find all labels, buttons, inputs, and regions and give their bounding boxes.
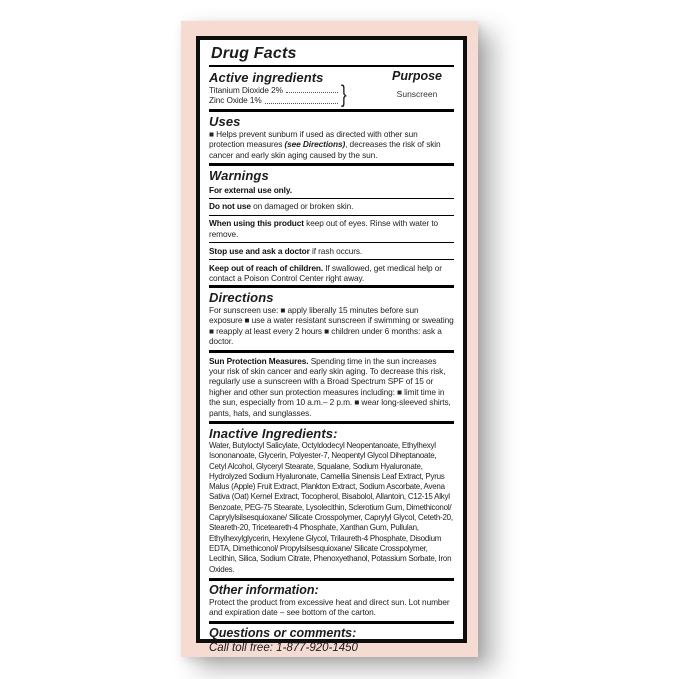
active-ingredient-row (209, 85, 341, 95)
warning-item: Do not use on damaged or broken skin. (209, 198, 454, 213)
warning-item: For external use only. (209, 184, 292, 195)
brace-glyph: } (341, 81, 347, 109)
dotted-leader (286, 91, 338, 93)
purpose-heading: Purpose (391, 69, 442, 83)
ingredient-name: Titanium Dioxide 2% (209, 85, 283, 95)
uses-section (209, 109, 454, 163)
inactive-ingredients-text: Water, Butyloctyl Salicylate, Octyldodecyl Neopentanoate, Ethylhexyl Isononanoate, Glycerin, Polyester-7, Neopentyl Glycol Diheptanoate, Cetyl Alcohol, Glyceryl Stearate, Squalane, Sodium Hyaluronate, Hydrolyzed Sodium Hyaluronate, Camellia Sinensis Leaf Extract, Pyrus Malus (Apple) Fruit Extract, Plankton Extract, Sodium Ascorbate, Avena Sativa (Oat) Kernel Extract, Tocopherol, Bisabolol, Allantoin, C12-15 Alkyl Benzoate, PEG-75 Stearate, Lysolecithin, Sclerotium Gum, Dimethiconol/ Caprylylsilsesquioxane/ Silicate Crosspolymer, Caprylyl Glycol, Ceteth-20, Steareth-20, Triceteareth-4 Phosphate, Xanthan Gum, Pullulan, Ethylhexylglycerin, Hexylene Glycol, Trilaureth-4 Phosphate, Disodium EDTA, Dimethiconol/ Propylsilsesquioxane/ Silicate Crosspolymer, Lecithin, Silica, Sodium Citrate, Phenoxyethanol, Potassium Sorbate, Iron Oxides. (209, 440, 453, 574)
warning-item: Stop use and ask a doctor if rash occurs. (209, 242, 454, 257)
active-ingredients-heading: Active ingredients (209, 70, 324, 85)
sun-protection-lead: Sun Protection Measures. (209, 355, 309, 366)
sun-protection-section (209, 350, 454, 421)
see-directions-reference: (see Directions) (284, 139, 346, 150)
other-information-text: Protect the product from excessive heat and direct sun. Lot number and expiration date – see bottom of the carton. (209, 596, 450, 618)
other-information-heading: Other information: (209, 582, 319, 597)
questions-heading: Questions or comments: (209, 625, 357, 640)
directions-text: For sunscreen use: ■ apply liberally 15 minutes before sun exposure ■ use a water resistant sunscreen if swimming or sweating ■ reapply at least every 2 hours ■ children under 6 months: ask a doctor. (209, 304, 454, 347)
directions-heading: Directions (209, 289, 274, 305)
uses-heading: Uses (209, 113, 241, 129)
warning-item: When using this product keep out of eyes. Rinse with water to remove. (209, 215, 454, 241)
warnings-heading: Warnings (209, 168, 269, 184)
purpose-value: Sunscreen (396, 89, 438, 99)
warning-item: Keep out of reach of children. If swallowed, get medical help or contact a Poison Control Center right away. (209, 259, 454, 285)
product-carton-back-panel (181, 21, 478, 657)
drug-facts-panel (196, 36, 467, 654)
ingredient-name: Zinc Oxide 1% (209, 95, 262, 106)
inactive-ingredients-heading: Inactive Ingredients: (209, 425, 338, 441)
inactive-ingredients-section (209, 421, 454, 578)
warnings-section (209, 163, 454, 285)
drug-facts-title: Drug Facts (211, 45, 297, 62)
dotted-leader (265, 102, 338, 104)
toll-free-number: Call toll free: 1-877-920-1450 (209, 641, 358, 654)
directions-section (209, 285, 454, 350)
active-ingredient-row (209, 95, 341, 105)
questions-section (209, 621, 454, 657)
uses-text: ■ Helps prevent sunburn if used as directed with other sun protection measures (see Directions), decreases the risk of skin cancer and early skin aging caused by the sun. (209, 128, 441, 160)
active-ingredients-section (209, 67, 454, 109)
sun-protection-text: Sun Protection Measures. Spending time in the sun increases your risk of skin cancer and early skin aging. To decrease this risk, regularly use a sunscreen with a Broad Spectrum SPF of 15 or higher and other sun protection measures including: ■ limit time in the sun, especially from 10 a.m.– 2 p.m. ■ wear long-sleeved shirts, pants, hats, and sunglasses. (209, 355, 451, 418)
other-information-section (209, 578, 454, 621)
